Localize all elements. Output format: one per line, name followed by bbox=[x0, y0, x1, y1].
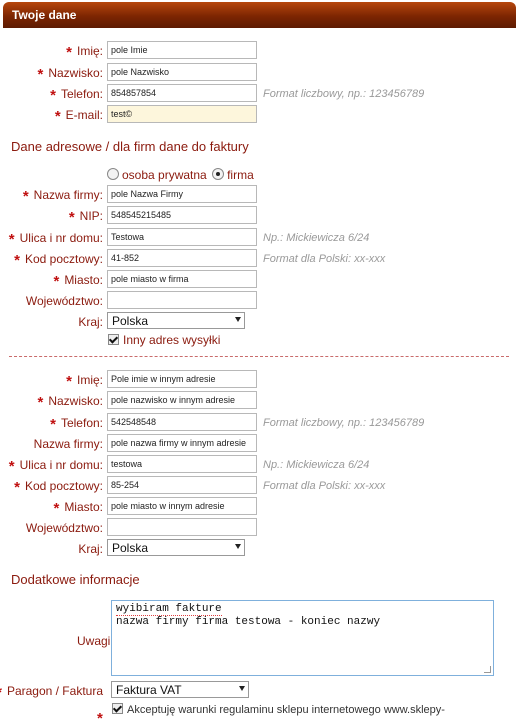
row-ship-city bbox=[0, 497, 524, 517]
nip-input[interactable]: 548545215485 bbox=[107, 206, 257, 224]
section-title-twoje-dane: Twoje dane bbox=[12, 8, 77, 22]
label-phone: * Telefon: bbox=[50, 87, 103, 104]
notes-line-1: wyibiram fakture bbox=[116, 603, 222, 615]
label-ship-country: Kraj: bbox=[78, 542, 103, 556]
company-input[interactable]: pole Nazwa Firmy bbox=[107, 185, 257, 203]
required-star-icon bbox=[0, 684, 2, 701]
radio-company-label: firma bbox=[227, 168, 254, 182]
row-city bbox=[0, 270, 524, 290]
required-star-icon: * bbox=[37, 66, 44, 83]
postal-hint: Format dla Polski: xx-xxx bbox=[263, 253, 386, 265]
terms-checkbox[interactable] bbox=[112, 703, 123, 714]
row-email bbox=[0, 105, 524, 125]
ship-postal-input[interactable]: 85-254 bbox=[107, 476, 257, 494]
row-ship-last-name bbox=[0, 391, 524, 411]
required-star-icon: * bbox=[54, 108, 61, 125]
label-ship-street: * Ulica i nr domu: bbox=[8, 458, 103, 475]
section-divider bbox=[9, 356, 509, 357]
row-last-name bbox=[0, 63, 524, 83]
label-ship-phone: * Telefon: bbox=[50, 416, 103, 433]
ship-city-input[interactable]: pole miasto w innym adresie bbox=[107, 497, 257, 515]
row-country bbox=[0, 312, 524, 332]
row-ship-region bbox=[0, 518, 524, 538]
billing-section-title: Dane adresowe / dla firm dane do faktury bbox=[11, 139, 249, 154]
row-terms bbox=[0, 701, 524, 727]
label-region: Województwo: bbox=[25, 294, 103, 308]
required-star-icon: * bbox=[66, 44, 72, 61]
ship-postal-hint: Format dla Polski: xx-xxx bbox=[263, 480, 386, 492]
extra-section-title: Dodatkowe informacje bbox=[11, 572, 140, 587]
last-name-input[interactable]: pole Nazwisko bbox=[107, 63, 257, 81]
row-ship-phone bbox=[0, 413, 524, 433]
label-last-name: * Nazwisko: bbox=[37, 66, 103, 83]
terms-group bbox=[112, 703, 445, 716]
required-star-icon: * bbox=[50, 87, 56, 104]
label-ship-first-name: * Imię: bbox=[66, 373, 103, 390]
required-star-icon: * bbox=[37, 394, 44, 411]
required-star-icon: * bbox=[14, 252, 20, 269]
required-star-icon: * bbox=[22, 188, 29, 205]
label-city: * Miasto: bbox=[53, 273, 103, 290]
row-nip bbox=[0, 206, 524, 226]
required-star-icon: * bbox=[53, 500, 60, 517]
label-receipt: Paragon / Faktura bbox=[0, 684, 103, 701]
postal-input[interactable]: 41-852 bbox=[107, 249, 257, 267]
row-other-address bbox=[0, 332, 524, 352]
chevron-down-icon bbox=[235, 544, 241, 549]
radio-private-person[interactable] bbox=[107, 168, 119, 180]
required-star-icon: * bbox=[50, 416, 56, 433]
row-first-name bbox=[0, 41, 524, 61]
label-postal: * Kod pocztowy: bbox=[14, 252, 103, 269]
label-country: Kraj: bbox=[78, 315, 103, 329]
radio-company[interactable] bbox=[212, 168, 224, 180]
ship-street-hint: Np.: Mickiewicza 6/24 bbox=[263, 459, 370, 471]
street-input[interactable]: Testowa bbox=[107, 228, 257, 246]
radio-private-label: osoba prywatna bbox=[122, 168, 207, 182]
ship-first-name-input[interactable]: Pole imie w innym adresie bbox=[107, 370, 257, 388]
ship-country-select[interactable] bbox=[107, 539, 245, 556]
street-hint: Np.: Mickiewicza 6/24 bbox=[263, 232, 370, 244]
row-ship-company bbox=[0, 434, 524, 454]
required-star-icon: * bbox=[8, 231, 15, 248]
row-ship-country bbox=[0, 539, 524, 559]
label-street: * Ulica i nr domu: bbox=[8, 231, 103, 248]
label-ship-last-name: * Nazwisko: bbox=[37, 394, 103, 411]
required-star-icon: * bbox=[97, 710, 103, 727]
receipt-select[interactable] bbox=[111, 681, 249, 698]
phone-hint: Format liczbowy, np.: 123456789 bbox=[263, 88, 425, 100]
label-nip: * NIP: bbox=[68, 209, 103, 226]
row-ship-postal bbox=[0, 476, 524, 496]
row-region bbox=[0, 291, 524, 311]
terms-label: Akceptuję warunki regulaminu sklepu internetowego www.sklepy- bbox=[127, 704, 445, 716]
ship-company-input[interactable]: pole nazwa firmy w innym adresie bbox=[107, 434, 257, 452]
label-first-name: * Imię: bbox=[66, 44, 103, 61]
chevron-down-icon bbox=[239, 686, 245, 691]
ship-phone-hint: Format liczbowy, np.: 123456789 bbox=[263, 417, 425, 429]
ship-region-input[interactable] bbox=[107, 518, 257, 536]
city-input[interactable]: pole miasto w firma bbox=[107, 270, 257, 288]
required-star-icon: * bbox=[66, 373, 72, 390]
notes-line-2: nazwa firmy firma testowa - koniec nazwy bbox=[116, 616, 381, 628]
notes-textarea[interactable] bbox=[111, 600, 494, 676]
customer-type-group bbox=[107, 168, 254, 182]
customer-type-row bbox=[0, 166, 524, 186]
ship-street-input[interactable]: testowa bbox=[107, 455, 257, 473]
row-ship-first-name bbox=[0, 370, 524, 390]
other-address-checkbox[interactable] bbox=[108, 334, 119, 345]
ship-country-select-value: Polska bbox=[112, 541, 149, 555]
receipt-select-value: Faktura VAT bbox=[116, 683, 182, 697]
resize-handle-icon[interactable] bbox=[484, 666, 491, 673]
region-input[interactable] bbox=[107, 291, 257, 309]
other-address-group bbox=[108, 333, 220, 347]
country-select[interactable] bbox=[107, 312, 245, 329]
row-phone bbox=[0, 84, 524, 104]
label-company: * Nazwa firmy: bbox=[22, 188, 103, 205]
row-company bbox=[0, 185, 524, 205]
row-ship-street bbox=[0, 455, 524, 475]
label-ship-company: Nazwa firmy: bbox=[33, 437, 103, 451]
label-email: * E-mail: bbox=[54, 108, 103, 125]
row-postal bbox=[0, 249, 524, 269]
label-ship-postal: * Kod pocztowy: bbox=[14, 479, 103, 496]
required-star-icon: * bbox=[14, 479, 20, 496]
label-ship-city: * Miasto: bbox=[53, 500, 103, 517]
required-star-icon: * bbox=[53, 273, 60, 290]
chevron-down-icon bbox=[235, 317, 241, 322]
country-select-value: Polska bbox=[112, 314, 149, 328]
first-name-input[interactable]: pole Imie bbox=[107, 41, 257, 59]
row-receipt bbox=[0, 681, 524, 701]
ship-phone-input[interactable]: 542548548 bbox=[107, 413, 257, 431]
row-street bbox=[0, 228, 524, 248]
notes-label: Uwagi bbox=[77, 634, 111, 648]
email-input[interactable]: test© bbox=[107, 105, 257, 123]
phone-input[interactable]: 854857854 bbox=[107, 84, 257, 102]
ship-last-name-input[interactable]: pole nazwisko w innym adresie bbox=[107, 391, 257, 409]
other-address-label: Inny adres wysyłki bbox=[123, 333, 221, 347]
label-ship-region: Województwo: bbox=[25, 521, 103, 535]
header-bar bbox=[3, 2, 516, 28]
required-star-icon: * bbox=[8, 458, 15, 475]
required-star-icon: * bbox=[68, 209, 75, 226]
